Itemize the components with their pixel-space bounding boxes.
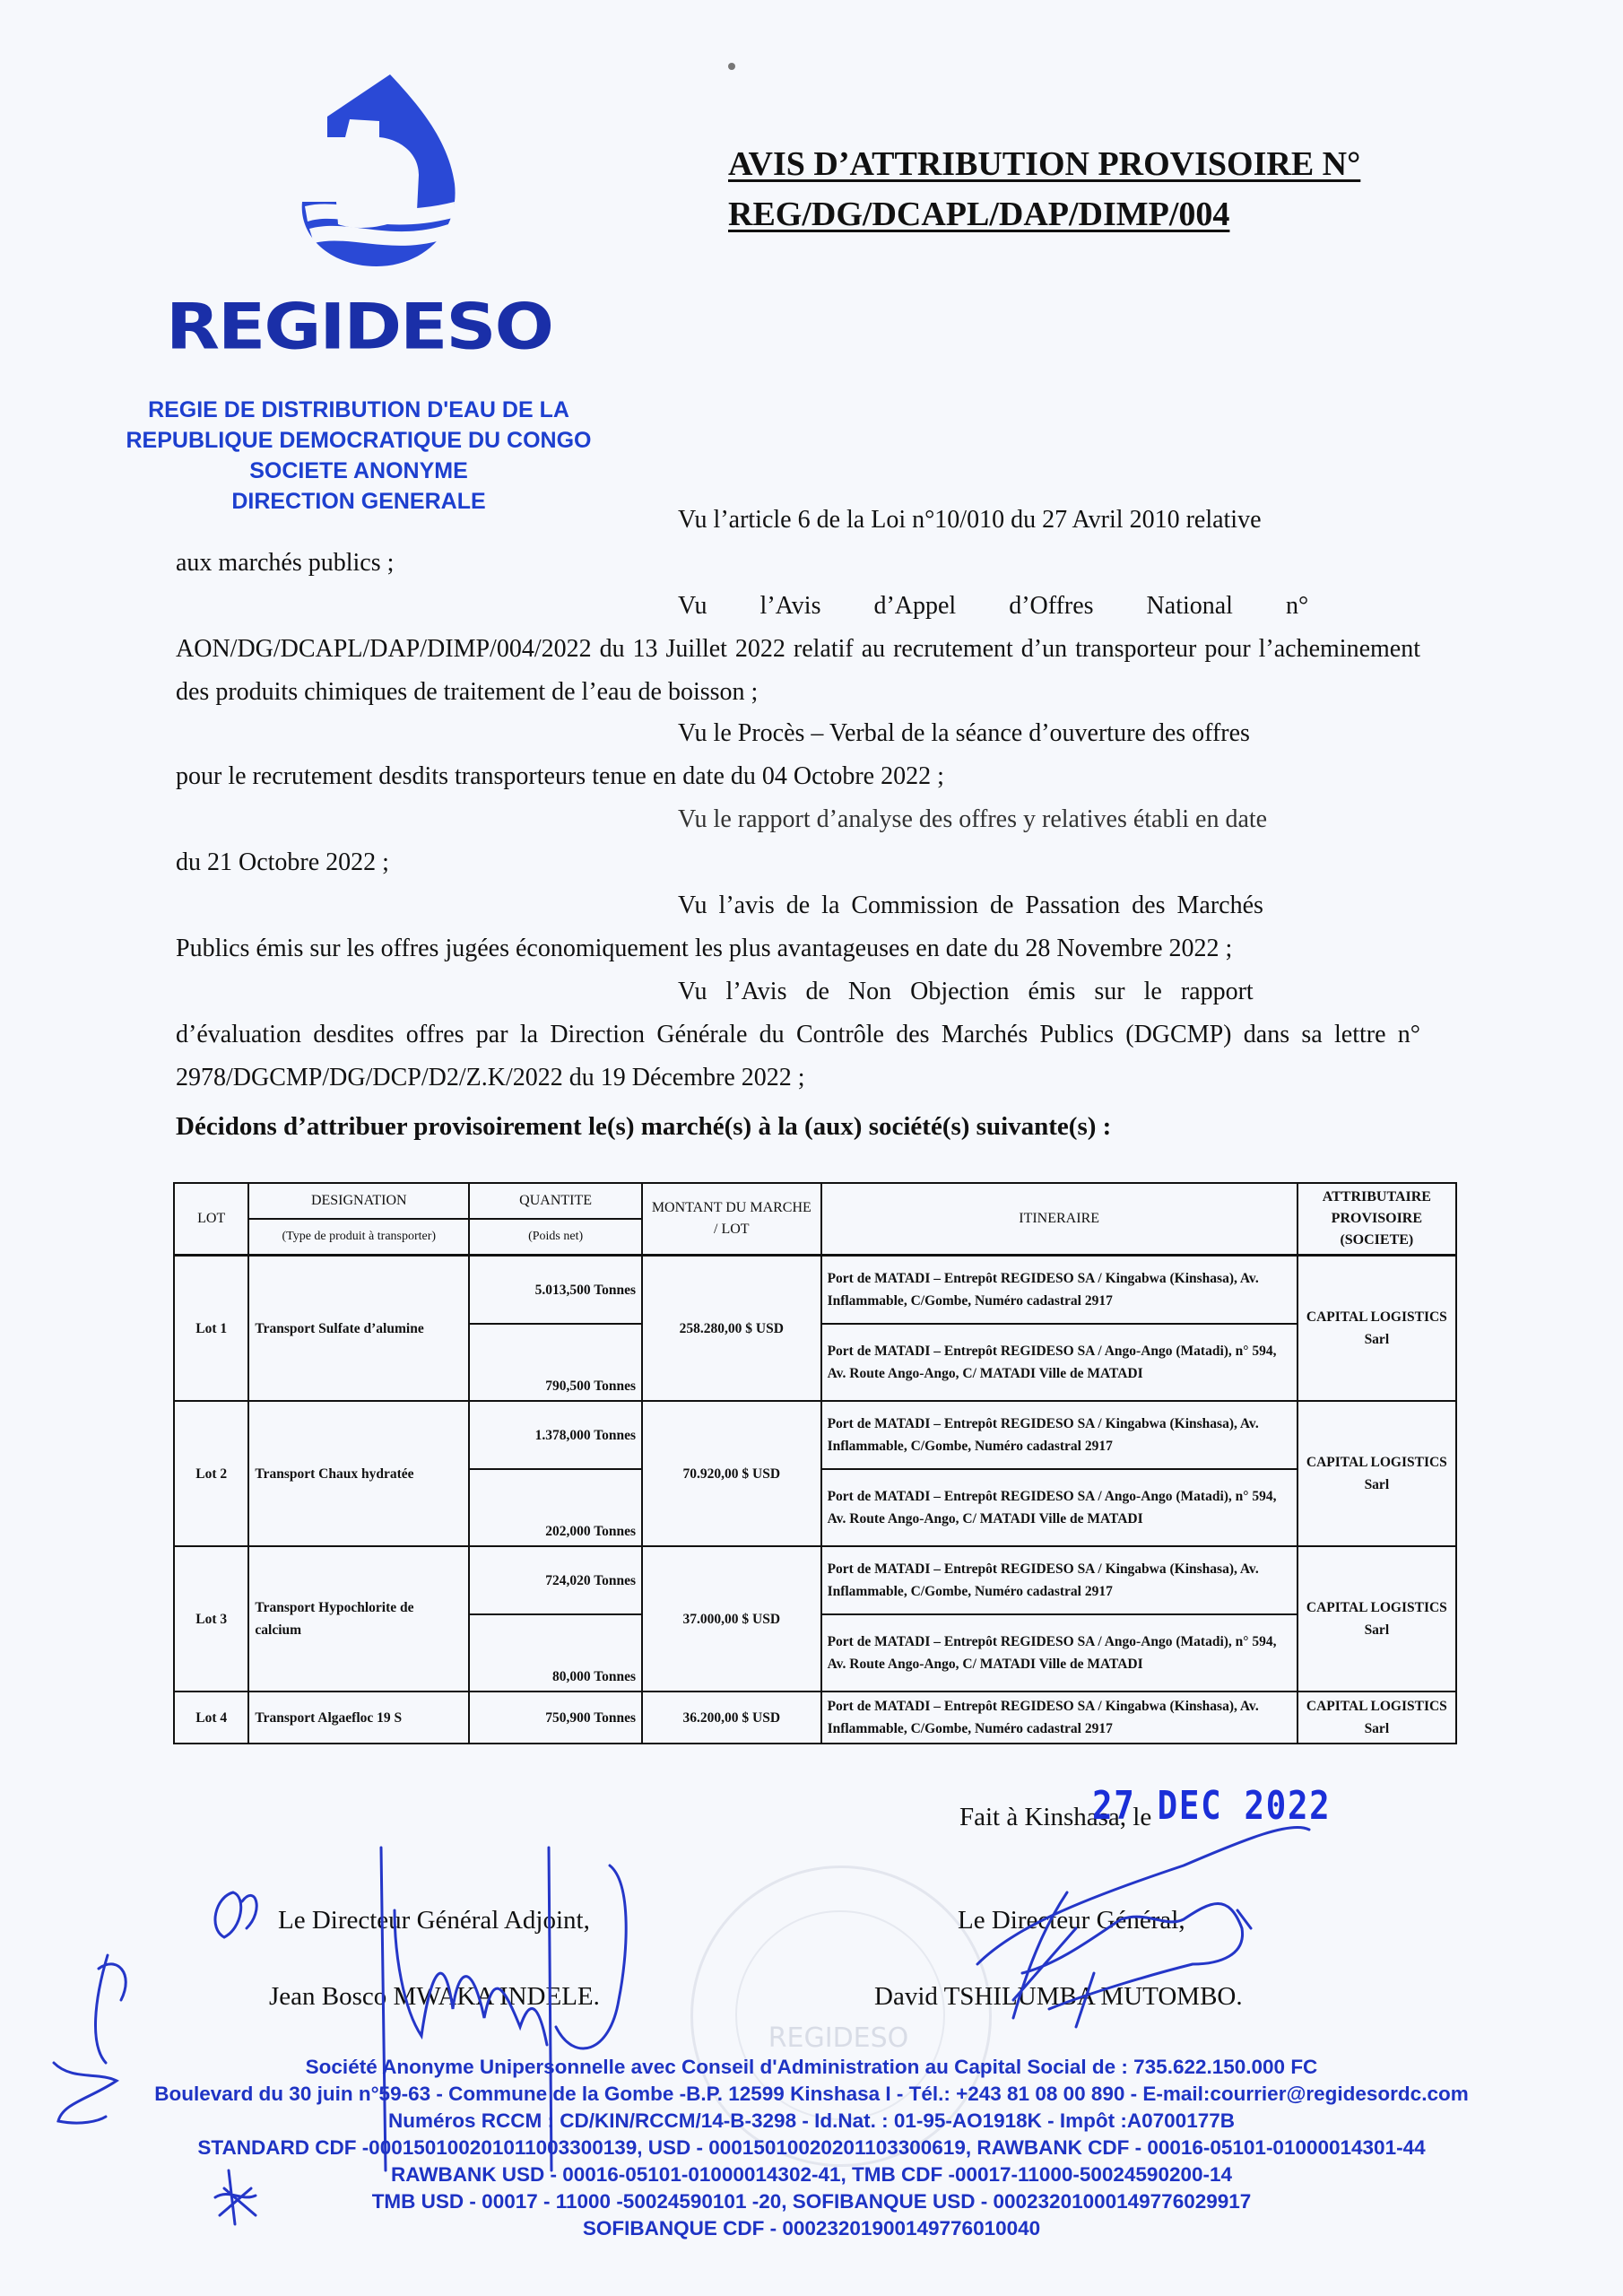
header-itineraire: ITINERAIRE bbox=[821, 1183, 1298, 1256]
lot-cell: Lot 3 bbox=[174, 1546, 248, 1692]
lot-cell: Lot 2 bbox=[174, 1401, 248, 1546]
quantity-cell: 790,500 Tonnes bbox=[469, 1324, 642, 1401]
footer-bank-accounts-3: TMB USD - 00017 - 11000 -50024590101 -20, SOFIBANQUE USD - 00023201000149776029917 bbox=[371, 2190, 1252, 2213]
deputy-director-title: Le Directeur Général Adjoint, bbox=[278, 1906, 590, 1935]
footer-bank-accounts-2: RAWBANK USD - 00016-05101-01000014302-41, TMB CDF -00017-11000-50024590200-14 bbox=[390, 2163, 1233, 2186]
company-footer bbox=[36, 2054, 1587, 2242]
itinerary-cell: Port de MATADI – Entrepôt REGIDESO SA / Ango-Ango (Matadi), n° 594, Av. Route Ango-Ango, C/ MATADI Ville de MATADI bbox=[821, 1324, 1298, 1401]
awardee-cell: CAPITAL LOGISTICS Sarl bbox=[1298, 1692, 1456, 1744]
footer-bank-accounts-1: STANDARD CDF -00015010020101100330013​9, USD - 00015010020201103300619, RAWBANK CDF - 00016-05101-01000014301-44 bbox=[197, 2136, 1426, 2159]
consideration-3: Vu le Procès – Verbal de la séance d’ouverture des offres pour le recrutement desdits transporteurs tenue en date du 04 Octobre 2022 ; bbox=[176, 719, 1250, 790]
footer-registration: Numéros RCCM : CD/KIN/RCCM/14-B-3298 - Id.Nat. : 01-95-AO1918K - Impôt :A0700177B bbox=[388, 2109, 1235, 2132]
deputy-director-name: Jean Bosco MWAKA INDELE. bbox=[269, 1982, 600, 2011]
designation-cell: Transport Algaefloc 19 S bbox=[248, 1692, 469, 1744]
consideration-1: Vu l’article 6 de la Loi n°10/010 du 27 Avril 2010 relative aux marchés publics ; bbox=[176, 506, 1262, 577]
quantity-cell: 5.013,500 Tonnes bbox=[469, 1256, 642, 1325]
quantity-cell: 202,000 Tonnes bbox=[469, 1469, 642, 1546]
director-general-name: David TSHILUMBA MUTOMBO. bbox=[874, 1982, 1243, 2011]
designation-cell: Transport Hypochlorite de calcium bbox=[248, 1546, 469, 1692]
consideration-4: Vu le rapport d’analyse des offres y relatives établi en date du 21 Octobre 2022 ; bbox=[176, 805, 1268, 876]
header-montant: MONTANT DU MARCHE / LOT bbox=[642, 1183, 821, 1256]
awardee-cell: CAPITAL LOGISTICS Sarl bbox=[1298, 1256, 1456, 1402]
awardee-cell: CAPITAL LOGISTICS Sarl bbox=[1298, 1401, 1456, 1546]
director-general-title: Le Directeur Général, bbox=[958, 1906, 1185, 1935]
header-designation: DESIGNATION bbox=[248, 1183, 469, 1219]
itinerary-cell: Port de MATADI – Entrepôt REGIDESO SA / Kingabwa (Kinshasa), Av. Inflammable, C/Gombe, Numéro cadastral 2917 bbox=[821, 1256, 1298, 1325]
amount-cell: 258.280,00 $ USD bbox=[642, 1256, 821, 1402]
lot-cell: Lot 4 bbox=[174, 1692, 248, 1744]
org-line: DIRECTION GENERALE bbox=[231, 489, 486, 514]
seal-text: REGIDESO bbox=[768, 2022, 909, 2054]
header-attributaire: ATTRIBUTAIRE PROVISOIRE (SOCIETE) bbox=[1298, 1183, 1456, 1256]
quantity-cell: 750,900 Tonnes bbox=[469, 1692, 642, 1744]
amount-cell: 36.200,00 $ USD bbox=[642, 1692, 821, 1744]
org-line: REPUBLIQUE DEMOCRATIQUE DU CONGO bbox=[126, 428, 592, 453]
designation-cell: Transport Chaux hydratée bbox=[248, 1401, 469, 1546]
header-lot: LOT bbox=[174, 1183, 248, 1256]
consideration-6: Vu l’Avis de Non Objection émis sur le rapport d’évaluation desdites offres par la Direction Générale du Contrôle des Marchés Publics (DGCMP) dans sa lettre n° 2978/DGCMP/DG/DCP/D2/Z.K/2022 du 19 Décembre 2022 ; bbox=[176, 978, 1420, 1091]
quantity-cell: 80,000 Tonnes bbox=[469, 1614, 642, 1692]
header-quantite: QUANTITE bbox=[469, 1183, 642, 1219]
decision-statement: Décidons d’attribuer provisoirement le(s) marché(s) à la (aux) société(s) suivante(s) : bbox=[176, 1112, 1112, 1141]
header-quantite-sub: (Poids net) bbox=[469, 1219, 642, 1256]
footer-address: Boulevard du 30 juin n°59-63 - Commune de la Gombe -B.P. 12599 Kinshasa I - Tél.: +243 81 08 00 890 - E-mail:courrier@regidesordc.com bbox=[154, 2083, 1469, 2105]
itinerary-cell: Port de MATADI – Entrepôt REGIDESO SA / Kingabwa (Kinshasa), Av. Inflammable, C/Gombe, Numéro cadastral 2917 bbox=[821, 1401, 1298, 1469]
itinerary-cell: Port de MATADI – Entrepôt REGIDESO SA / Kingabwa (Kinshasa), Av. Inflammable, C/Gombe, Numéro cadastral 2917 bbox=[821, 1692, 1298, 1744]
date-stamp: 27 DEC 2022 bbox=[1092, 1783, 1332, 1829]
org-line: SOCIETE ANONYME bbox=[249, 458, 468, 483]
reference-number: REG/DG/DCAPL/DAP/DIMP/004 bbox=[728, 196, 1230, 233]
brand-wordmark: REGIDESO bbox=[166, 291, 552, 364]
quantity-cell: 724,020 Tonnes bbox=[469, 1546, 642, 1614]
footer-bank-accounts-4: SOFIBANQUE CDF - 00023201900149776010040 bbox=[582, 2217, 1041, 2239]
awardee-cell: CAPITAL LOGISTICS Sarl bbox=[1298, 1546, 1456, 1692]
org-line: REGIE DE DISTRIBUTION D'EAU DE LA bbox=[148, 397, 569, 422]
amount-cell: 70.920,00 $ USD bbox=[642, 1401, 821, 1546]
itinerary-cell: Port de MATADI – Entrepôt REGIDESO SA / Kingabwa (Kinshasa), Av. Inflammable, C/Gombe, Numéro cadastral 2917 bbox=[821, 1546, 1298, 1614]
consideration-2: Vu l’Avis d’Appel d’Offres National n° AON/DG/DCAPL/DAP/DIMP/004/2022 du 13 Juillet 2022 relatif au recrutement d’un transporteur pour l’acheminement des produits chimiques de traitement de l’eau de boisson ; bbox=[176, 592, 1420, 706]
designation-cell: Transport Sulfate d’alumine bbox=[248, 1256, 469, 1402]
header-designation-sub: (Type de produit à transporter) bbox=[248, 1219, 469, 1256]
place-date-label: Fait à Kinshasa, le bbox=[959, 1803, 1152, 1831]
title-line-1: AVIS D’ATTRIBUTION PROVISOIRE N° bbox=[728, 145, 1361, 183]
lot-cell: Lot 1 bbox=[174, 1256, 248, 1402]
consideration-5: Vu l’avis de la Commission de Passation des Marchés Publics émis sur les offres jugées économiquement les plus avantageuses en date du 28 Novembre 2022 ; bbox=[176, 891, 1263, 962]
amount-cell: 37.000,00 $ USD bbox=[642, 1546, 821, 1692]
quantity-cell: 1.378,000 Tonnes bbox=[469, 1401, 642, 1469]
footer-capital: Société Anonyme Unipersonnelle avec Conseil d'Administration au Capital Social de : 735.622.150.000 FC bbox=[305, 2056, 1318, 2078]
itinerary-cell: Port de MATADI – Entrepôt REGIDESO SA / Ango-Ango (Matadi), n° 594, Av. Route Ango-Ango, C/ MATADI Ville de MATADI bbox=[821, 1614, 1298, 1692]
itinerary-cell: Port de MATADI – Entrepôt REGIDESO SA / Ango-Ango (Matadi), n° 594, Av. Route Ango-Ango, C/ MATADI Ville de MATADI bbox=[821, 1469, 1298, 1546]
